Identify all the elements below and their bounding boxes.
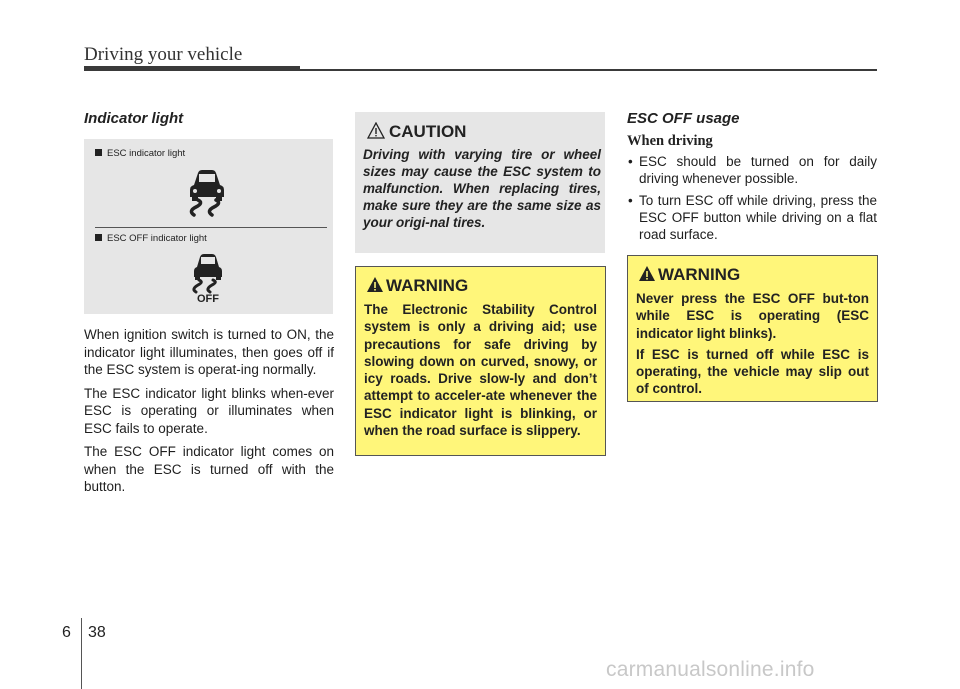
indicator-heading: Indicator light: [84, 110, 184, 127]
indicator-paragraph: The ESC indicator light blinks when-ever ESC is operating or illuminates when ESC fails to operate.: [84, 385, 334, 436]
esc-indicator-label: ESC indicator light: [95, 148, 185, 159]
esc-off-bullet-list: [627, 153, 877, 243]
esc-off-text: OFF: [197, 293, 219, 303]
indicator-paragraph: The ESC OFF indicator light comes on when the ESC is turned off with the button.: [84, 444, 334, 494]
caution-body: Driving with varying tire or wheel sizes may cause the ESC system to malfunction. When replacing tires, make sure they are the same size as your origi-nal tires.: [363, 147, 601, 230]
bullet-square-icon: [95, 234, 102, 241]
indicator-figure: [84, 139, 333, 314]
header-rule-thin: [300, 69, 877, 71]
page-number: 38: [88, 624, 106, 641]
caution-triangle-icon: [367, 122, 385, 139]
esc-off-section: [627, 110, 877, 248]
when-driving-subheading: When driving: [627, 133, 713, 149]
page-number-divider: [81, 618, 82, 689]
header-rule-thick: [84, 66, 300, 71]
bullet-item: • To turn ESC off while driving, press the ESC OFF button while driving on a flat road surface.: [627, 192, 877, 243]
figure-divider: [95, 227, 327, 228]
warning-box-stability: [355, 266, 606, 456]
bullet-square-icon: [95, 149, 102, 156]
warning-body: [636, 290, 869, 402]
bullet-item: • ESC should be turned on for daily driving whenever possible.: [627, 153, 877, 187]
indicator-body: [84, 326, 334, 502]
page-header-title: Driving your vehicle: [84, 44, 243, 65]
warning-paragraph: If ESC is turned off while ESC is operating, the vehicle may slip out of control.: [636, 346, 869, 397]
warning-paragraph: Never press the ESC OFF but-ton while ESC is operating (ESC indicator light blinks).: [636, 291, 869, 341]
caution-title: CAUTION: [389, 122, 467, 141]
esc-off-indicator-label: ESC OFF indicator light: [95, 233, 207, 244]
esc-car-skid-icon: [184, 167, 230, 219]
esc-off-heading: ESC OFF usage: [627, 110, 740, 127]
chapter-number: 6: [62, 624, 71, 641]
warning-box-esc-off: [627, 255, 878, 402]
caution-box: [355, 112, 605, 253]
watermark-text: carmanualsonline.info: [606, 658, 815, 681]
indicator-section: [84, 110, 334, 127]
warning-title: WARNING: [386, 276, 469, 295]
warning-body: [364, 301, 597, 443]
warning-title: WARNING: [658, 265, 741, 284]
warning-paragraph: The Electronic Stability Control system is only a driving aid; use precautions for safe driving by slowing down on curved, snowy, or icy roads. Drive slow-ly and don’t attempt to acceler-ate whenever the ESC indicator light is blinking, or when the road surface is slippery.: [364, 302, 597, 439]
indicator-paragraph: When ignition switch is turned to ON, the indicator light illuminates, then goes off if the ESC system is operat-ing normally.: [84, 327, 334, 377]
warning-triangle-icon: [638, 265, 656, 282]
esc-off-car-icon: [188, 251, 228, 303]
warning-triangle-icon: [366, 276, 384, 293]
